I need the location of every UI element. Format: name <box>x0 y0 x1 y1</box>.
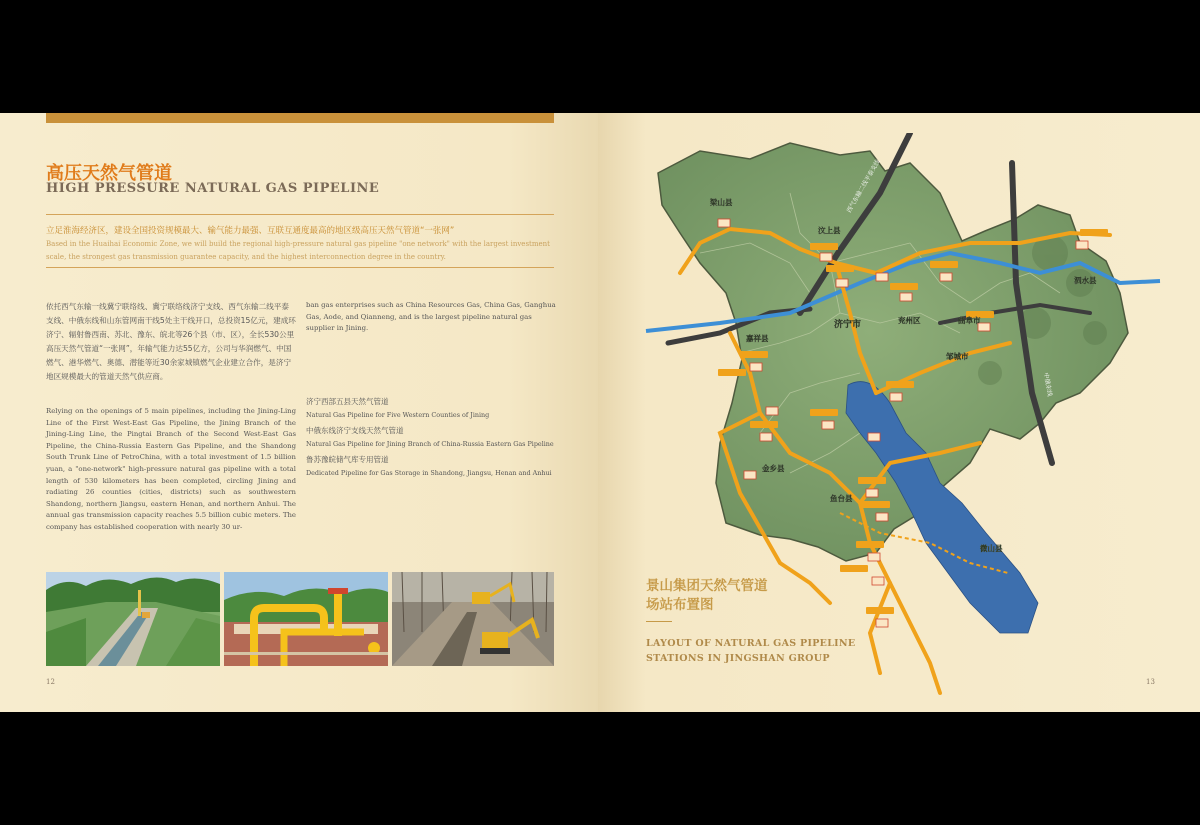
intro-en: Based in the Huaihai Economic Zone, we will build the regional high-pressure natural gas pipeline "one network" with the largest investment scale, the strongest gas transmission guarantee capacity, and the highest interconnection degree in the country. <box>46 240 550 261</box>
page-title-cn: 高压天然气管道 <box>46 163 172 184</box>
photo-construction-site <box>46 572 220 666</box>
pipeline-station-map <box>640 133 1180 703</box>
divider <box>46 214 554 215</box>
map-title-en-line2: STATIONS IN JINGSHAN GROUP <box>646 653 830 664</box>
map-title-rule <box>646 621 672 622</box>
label-liangshan: 梁山县 <box>710 198 733 207</box>
label-wenshang: 汶上县 <box>818 226 841 235</box>
map-title-cn <box>646 577 768 615</box>
label-jiaxiang: 嘉祥县 <box>746 334 769 343</box>
body-text-en-continued: ban gas enterprises such as China Resources Gas, China Gas, Ganghua Gas, Aode, and Qianneng, and is the largest pipeline natural gas supplier in Jining. <box>306 301 556 333</box>
label-weishan: 微山县 <box>980 544 1003 553</box>
legend-item-cn: 济宁西部五县天然气管道 <box>306 397 389 406</box>
map-title-en-line1: LAYOUT OF NATURAL GAS PIPELINE <box>646 638 856 649</box>
orange-pipeline <box>870 583 890 673</box>
legend-item-cn: 中俄东线济宁支线天然气管道 <box>306 426 404 435</box>
intro-cn: 立足淮海经济区，建设全国投资规模最大、输气能力最强、互联互通度最高的地区级高压天然气管道“一张网” <box>46 226 455 236</box>
legend-item-en: Natural Gas Pipeline for Jining Branch of China-Russia Eastern Gas Pipeline <box>306 440 554 448</box>
label-pipeline: 中俄东线 <box>1042 372 1054 397</box>
map-title-cn-line2: 场站布置图 <box>646 597 714 613</box>
label-zoucheng: 邹城市 <box>946 352 969 361</box>
brochure-spread <box>0 113 1200 712</box>
page-number: 13 <box>1146 678 1155 686</box>
photo-excavation <box>392 572 554 666</box>
label-yutai: 鱼台县 <box>830 494 853 503</box>
page-title-en: HIGH PRESSURE NATURAL GAS PIPELINE <box>46 181 380 196</box>
label-yanzhou: 兖州区 <box>898 316 921 325</box>
legend-item-en: Natural Gas Pipeline for Five Western Counties of Jining <box>306 411 490 419</box>
body-text-cn: 依托西气东输一线冀宁联络线、冀宁联络线济宁支线、西气东输二线平泰支线、中俄东线和山东管网南干线5处主干线开口，总投资15亿元，建成环济宁、辐射鲁西南、苏北、豫东、皖北等26个县（市、区），全长530公里高压天然气管道“一张网”，年输气能力达55亿方，公司与华润燃气、中国燃气、港华燃气、奥德、潜能等近30余家城镇燃气企业建立合作，是济宁地区规模最大的管道天然气供应商。 <box>46 302 296 381</box>
map-title-cn-line1: 景山集团天然气管道 <box>646 578 768 594</box>
photo-gas-station <box>224 572 388 666</box>
pipeline-legend <box>306 396 566 483</box>
label-jinxiang: 金乡县 <box>762 464 785 473</box>
legend-item-cn: 鲁苏豫皖储气库专用管道 <box>306 455 389 464</box>
map-title-en <box>646 636 855 666</box>
page-number: 12 <box>46 678 55 686</box>
label-sishui: 泗水县 <box>1074 276 1097 285</box>
divider <box>46 267 554 268</box>
header-accent-bar <box>46 113 554 123</box>
label-qufu: 曲阜市 <box>958 316 981 325</box>
legend-item-en: Dedicated Pipeline for Gas Storage in Shandong, Jiangsu, Henan and Anhui <box>306 469 552 477</box>
label-pipeline: 西气东输二线平泰支线 <box>845 158 882 214</box>
body-text-en: Relying on the openings of 5 main pipelines, including the Jining-Ling Line of the First West-East Gas Pipeline, the Jining Branch of the Jining-Ling Line, the Pingtai Branch of the Second West-East Gas Pipeline, the China-Russia Eastern Gas Pipeline, and the Shandong South Trunk Line of PetroChina, with a total investment of 1.5 billion yuan, a "one-network" high-pressure natural gas pipeline with a total length of 530 kilometers has been completed, circling Jining and radiating 26 counties (cities, districts) such as southwestern Shandong, northern Jiangsu, eastern Henan, and northern Anhui. The annual gas transmission capacity reaches 5.5 billion cubic meters. The company has established cooperation with nearly 30 ur- <box>46 407 296 531</box>
label-jining: 济宁市 <box>834 320 862 330</box>
left-page <box>0 113 598 712</box>
